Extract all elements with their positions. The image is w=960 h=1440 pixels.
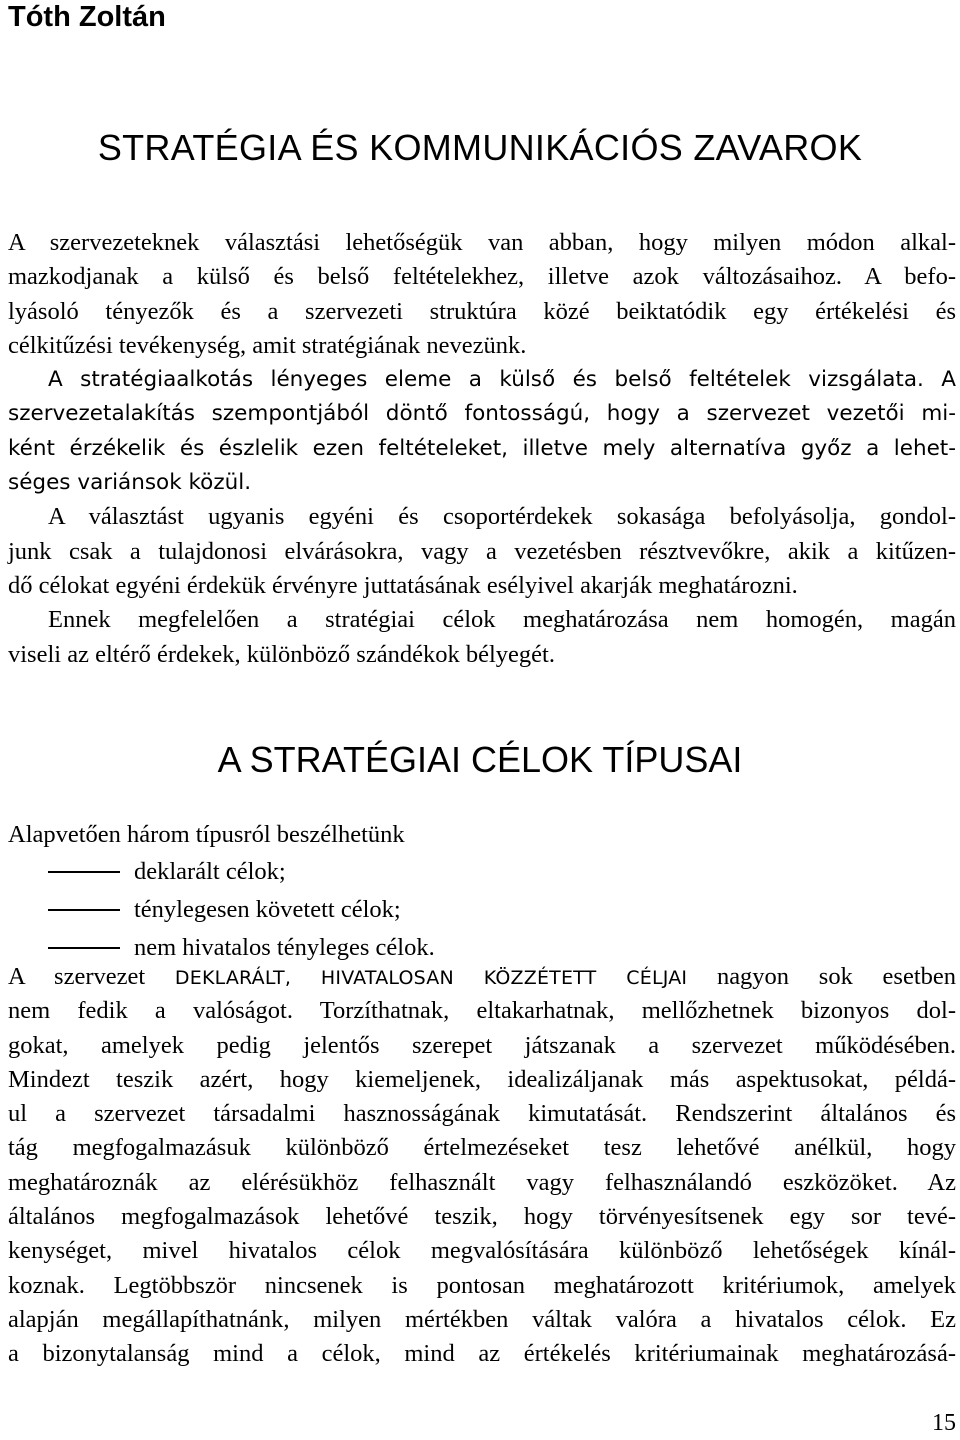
body-line: nem fedik a valóságot. Torzíthatnak, eltakarhatnak, mellőzhetnek bizonyos dol- <box>8 997 956 1025</box>
body-line: lyásoló tényezők és a szervezeti struktúra közé beiktatódik egy értékelési és <box>8 297 956 325</box>
body-line: Mindezt teszik azért, hogy kiemeljenek, idealizáljanak más aspektusokat, példá- <box>8 1065 956 1093</box>
dash-icon <box>48 871 120 873</box>
body-line: A választást ugyanis egyéni és csoportérdekek sokasága befolyásolja, gondol- <box>48 503 956 531</box>
body-line: szervezetalakítás szempontjából döntő fontosságú, hogy a szervezet vezetői mi- <box>8 401 956 427</box>
body-line: viseli az eltérő érdekek, különböző szándékok bélyegét. <box>8 640 555 668</box>
body-line: általános megfogalmazások lehetővé teszik, hogy törvényesítsenek egy sor tevé- <box>8 1203 956 1231</box>
body-line: mazkodjanak a külső és belső feltételekhez, illetve azok változásaihoz. A befo- <box>8 263 956 291</box>
section-title: A STRATÉGIAI CÉLOK TÍPUSAI <box>217 739 743 780</box>
dash-icon <box>48 909 120 911</box>
body-line: kenységet, mivel hivatalos célok megvalósítására különböző lehetőségek kínál- <box>8 1237 956 1265</box>
body-line: célkitűzési tevékenység, amit stratégiának nevezünk. <box>8 331 527 359</box>
body-line: a bizonytalanság mind a célok, mind az értékelés kritériumainak meghatározásá- <box>8 1340 956 1368</box>
body-line: dő célokat egyéni érdekük érvényre juttatásának esélyivel akarják meghatározni. <box>8 571 798 599</box>
author-name: Tóth Zoltán <box>8 1 166 33</box>
body-line: A szervezeteknek választási lehetőségük van abban, hogy milyen módon alkal- <box>8 229 956 256</box>
intro-line: Alapvetően három típusról beszélhetünk <box>8 821 405 848</box>
body-line: A szervezet DEKLARÁLT, HIVATALOSAN KÖZZÉTETT CÉLJAI nagyon sok esetben <box>8 963 956 990</box>
body-line: A stratégiaalkotás lényeges eleme a külső és belső feltételek vizsgálata. A <box>48 367 956 393</box>
chapter-title: STRATÉGIA ÉS KOMMUNIKÁCIÓS ZAVAROK <box>97 127 863 168</box>
body-line: koznak. Legtöbbször nincsenek is pontosan meghatározott kritériumok, amelyek <box>8 1271 956 1299</box>
list-item: ténylegesen követett célok; <box>8 891 956 929</box>
list-item: deklarált célok; <box>8 853 956 891</box>
body-line: alapján megállapíthatnánk, milyen mértékben váltak valóra a hivatalos célok. Ez <box>8 1305 956 1333</box>
section2-intro <box>8 818 956 852</box>
types-list <box>8 853 956 967</box>
dash-icon <box>48 947 120 949</box>
body-line: Ennek megfelelően a stratégiai célok meghatározása nem homogén, magán <box>48 606 956 634</box>
body-line: ul a szervezet társadalmi hasznosságának kimutatását. Rendszerint általános és <box>8 1100 956 1128</box>
body-line: junk csak a tulajdonosi elvárásokra, vagy a vezetésben résztvevőkre, akik a kitűzen- <box>8 537 956 565</box>
body-line: gokat, amelyek pedig jelentős szerepet játszanak a szervezet működésében. <box>8 1031 956 1059</box>
body-line: tág megfogalmazásuk különböző értelmezéseket tesz lehetővé anélkül, hogy <box>8 1134 956 1162</box>
section2-body <box>8 960 956 1372</box>
page-number: 15 <box>932 1410 956 1436</box>
section1-body <box>8 226 956 672</box>
body-line: meghatároznák az elérésükhöz felhasznált vagy felhasználandó eszközöket. Az <box>8 1168 956 1196</box>
body-line: ként érzékelik és észlelik ezen feltételeket, illetve mely alternatíva győz a lehet- <box>8 435 956 461</box>
body-line: séges variánsok közül. <box>8 470 252 496</box>
list-item: nem hivatalos tényleges célok. <box>8 929 956 967</box>
